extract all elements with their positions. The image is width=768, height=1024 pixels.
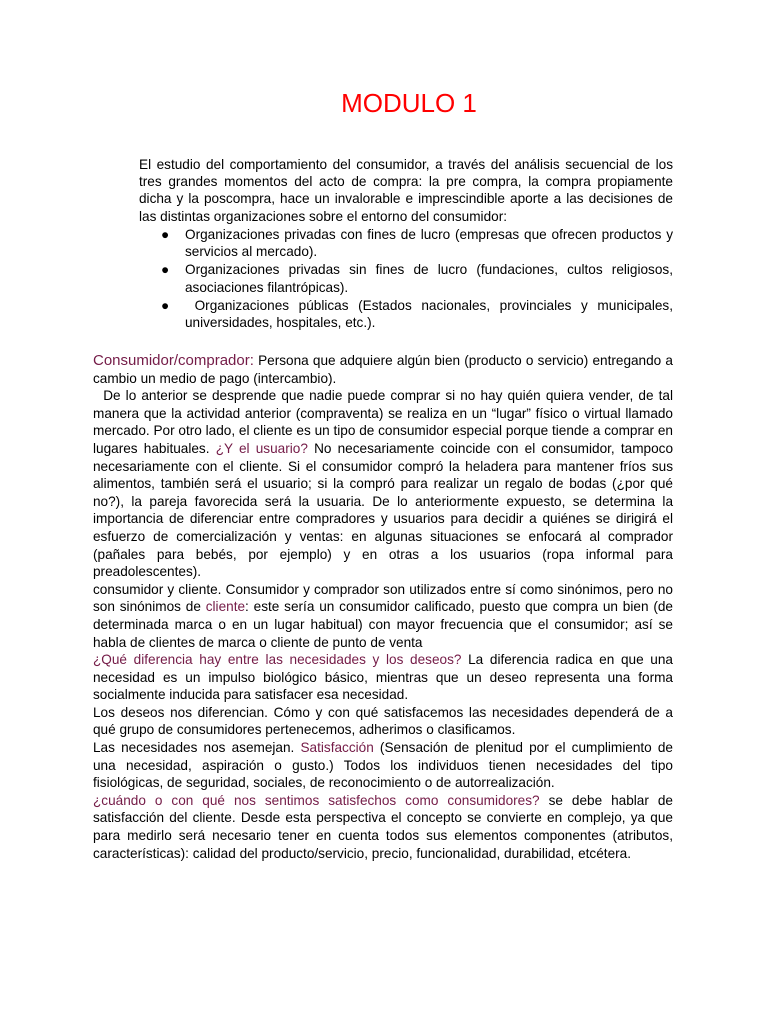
satisfaction-text-2: (Sensación de plenitud por el cumplimiento de una necesidad, aspiración o gusto.) Todos los individuos tienen necesidades del tipo fisiológicas, de seguridad, sociales, de reconocimiento o de autorrealización. <box>93 740 673 791</box>
user-question: ¿Y el usuario? <box>215 440 308 456</box>
list-item-text: Organizaciones privadas sin fines de lucro (fundaciones, cultos religiosos, asociaciones filantrópicas). <box>185 262 673 295</box>
needs-desires-text: La diferencia radica en que una necesidad es un impulso biológico básico, mientras que un deseo representa una forma socialmente inducida para satisfacer esa necesidad. <box>93 652 673 703</box>
synonyms-text-1: consumidor y cliente. Consumidor y comprador son utilizados entre sí como sinónimos, pero no son sinónimos de <box>93 581 673 615</box>
list-item-text: Organizaciones públicas (Estados nacionales, provinciales y municipales, universidades, hospitales, etc.). <box>185 297 677 331</box>
needs-desires-question: ¿Qué diferencia hay entre las necesidades y los deseos? <box>93 652 462 668</box>
client-satisfaction-paragraph <box>93 792 673 862</box>
satisfaction-term: Satisfacción <box>300 740 374 756</box>
bullet-icon: ● <box>161 262 170 278</box>
consumer-term: Consumidor/comprador: <box>93 352 254 369</box>
bullet-icon: ● <box>161 297 170 313</box>
needs-desires-paragraph <box>93 651 673 704</box>
synonyms-paragraph <box>93 581 673 651</box>
consumer-definition-paragraph <box>93 352 673 387</box>
bullet-icon: ● <box>161 227 170 242</box>
synonyms-text-2: : este sería un consumidor calificado, puesto que compra un bien (de determinada marca o en un lugar habitual) con mayor frecuencia que el consumidor; así se habla de clientes de marca o cliente de punto de venta <box>93 599 673 650</box>
satisfaction-text-1: Las necesidades nos asemejan. <box>93 740 301 756</box>
market-paragraph <box>93 387 677 581</box>
list-item <box>139 297 677 331</box>
client-term: cliente <box>205 599 246 615</box>
organizations-list <box>139 226 677 332</box>
list-item <box>139 226 673 260</box>
client-satisfaction-text: se debe hablar de satisfacción del cliente. Desde esta perspectiva el concepto se convierte en complejo, ya que para medirlo será necesario tener en cuenta todos sus elementos componentes (atributos, características): calidad del producto/servicio, precio, funcionalidad, durabilidad, etcétera. <box>93 792 673 861</box>
satisfaction-question: ¿cuándo o con qué nos sentimos satisfechos como consumidores? <box>93 792 540 808</box>
satisfaction-paragraph <box>93 739 673 792</box>
consumer-definition-text: Persona que adquiere algún bien (producto o servicio) entregando a cambio un medio de pago (intercambio). <box>93 353 673 386</box>
body-text <box>93 352 677 862</box>
list-item <box>139 261 673 295</box>
page-title: MODULO 1 <box>341 88 477 118</box>
market-text-1: De lo anterior se desprende que nadie puede comprar si no hay quién quiera vender, de tal manera que la actividad anterior (compraventa) se realiza en un “lugar” físico o virtual llamado mercado. Por otro lado, el cliente es un tipo de consumidor especial porque tiende a comprar en lugares habituales. <box>93 388 677 456</box>
desires-paragraph: Los deseos nos diferencian. Cómo y con qué satisfacemos las necesidades dependerá de a qué grupo de consumidores pertenecemos, adherimos o clasificamos. <box>93 704 673 738</box>
list-item-text: Organizaciones privadas con fines de lucro (empresas que ofrecen productos y servicios al mercado). <box>185 227 673 260</box>
intro-paragraph: El estudio del comportamiento del consumidor, a través del análisis secuencial de los tres grandes momentos del acto de compra: la pre compra, la compra propiamente dicha y la poscompra, hace un invalorable e imprescindible aporte a las decisiones de las distintas organizaciones sobre el entorno del consumidor: <box>139 157 673 224</box>
market-text-2: No necesariamente coincide con el consumidor, tampoco necesariamente con el cliente. Si el consumidor compró la heladera para mantener fríos sus alimentos, también será el usuario; si la compró para realizar un regalo de bodas (¿por qué no?), la pareja favorecida será la usuaria. De lo anteriormente expuesto, se determina la importancia de diferenciar entre compradores y usuarios para decidir a quiénes se dirigirá el esfuerzo de comercialización y ventas: en algunas situaciones se enfocará al comprador (pañales para bebés, por ejemplo) y en otras a los usuarios (ropa informal para preadolescentes). <box>93 440 677 580</box>
